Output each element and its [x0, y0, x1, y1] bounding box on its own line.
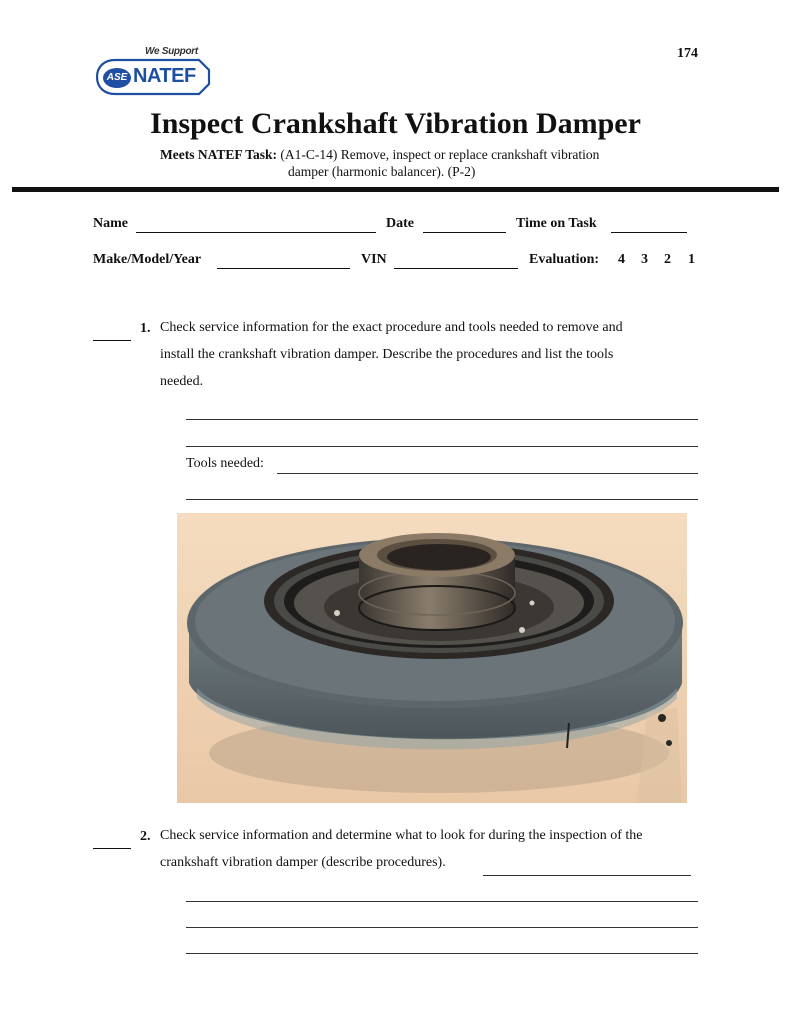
task-line-1: (A1-C-14) Remove, inspect or replace crankshaft vibration	[280, 147, 600, 162]
q2-answer-line-1[interactable]	[186, 900, 698, 902]
q2-inline-answer-line[interactable]	[483, 874, 691, 876]
tools-needed-line[interactable]	[277, 472, 698, 474]
q2-line-1: Check service information and determine what to look for during the inspection of the	[160, 828, 643, 843]
task-label: Meets NATEF Task:	[160, 147, 278, 162]
date-label: Date	[386, 216, 414, 231]
q1-line-3: needed.	[160, 374, 204, 389]
evaluation-score-1[interactable]: 1	[688, 252, 695, 267]
q1-text	[160, 314, 700, 395]
ase-badge: ASE	[103, 68, 131, 88]
evaluation-score-3[interactable]: 3	[641, 252, 648, 267]
evaluation-score-2[interactable]: 2	[664, 252, 671, 267]
q1-answer-line-1[interactable]	[186, 418, 698, 420]
damper-photo	[177, 513, 687, 803]
q1-answer-line-2[interactable]	[186, 445, 698, 447]
header-divider	[12, 187, 779, 192]
q1-answer-line-3[interactable]	[186, 498, 698, 500]
q1-line-1: Check service information for the exact procedure and tools needed to remove and	[160, 320, 623, 335]
vin-field[interactable]	[394, 252, 518, 269]
natef-task	[160, 146, 700, 180]
name-label: Name	[93, 216, 128, 231]
natef-logo	[93, 44, 215, 102]
natef-text: NATEF	[133, 65, 196, 87]
q2-number: 2.	[140, 829, 151, 844]
q1-line-2: install the crankshaft vibration damper. Describe the procedures and list the tools	[160, 347, 614, 362]
q1-checkoff-blank[interactable]	[93, 326, 131, 341]
evaluation-label: Evaluation:	[529, 252, 600, 267]
page-title: Inspect Crankshaft Vibration Damper	[150, 107, 641, 140]
time-on-task-field[interactable]	[611, 216, 687, 233]
date-field[interactable]	[423, 216, 506, 233]
make-model-year-field[interactable]	[217, 252, 350, 269]
time-on-task-label: Time on Task	[516, 216, 597, 231]
vin-label: VIN	[361, 252, 387, 267]
tools-needed-label: Tools needed:	[186, 456, 264, 471]
q2-answer-line-3[interactable]	[186, 952, 698, 954]
logo-support-text: We Support	[145, 46, 198, 57]
page-number: 174	[677, 46, 698, 61]
make-model-year-label: Make/Model/Year	[93, 252, 202, 267]
q2-text	[160, 822, 700, 876]
task-line-2: damper (harmonic balancer). (P-2)	[288, 164, 476, 179]
q1-number: 1.	[140, 321, 151, 336]
evaluation-score-4[interactable]: 4	[618, 252, 625, 267]
q2-line-2: crankshaft vibration damper (describe procedures).	[160, 855, 446, 870]
name-field[interactable]	[136, 216, 376, 233]
q2-answer-line-2[interactable]	[186, 926, 698, 928]
q2-checkoff-blank[interactable]	[93, 834, 131, 849]
